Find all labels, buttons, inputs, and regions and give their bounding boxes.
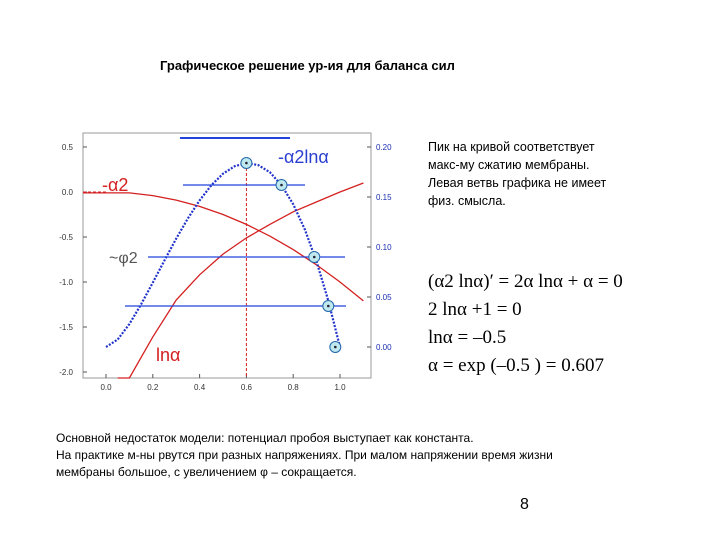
highlight-point-center (327, 305, 330, 308)
x-tick-label: 0.6 (240, 383, 252, 392)
label-ln: lnα (156, 345, 181, 365)
conclusion-line: Основной недостаток модели: потенциал пробоя выступает как константа. (56, 431, 474, 445)
highlight-point-center (334, 346, 337, 349)
left-y-tick-label: 0.5 (61, 143, 73, 152)
right-y-tick-label: 0.10 (376, 243, 392, 252)
x-tick-label: 0.2 (147, 383, 159, 392)
right-y-tick-label: 0.05 (376, 293, 392, 302)
equation-line: α = exp (–0.5 ) = 0.607 (428, 355, 604, 376)
left-y-tick-label: 0.0 (61, 188, 73, 197)
note-line: макс-му сжатию мембраны. (428, 158, 590, 172)
conclusion-line: На практике м-ны рвутся при разных напряжениях. При малом напряжении время жизни (56, 448, 553, 462)
x-tick-label: 0.0 (100, 383, 112, 392)
x-tick-label: 0.4 (194, 383, 206, 392)
x-tick-label: 0.8 (287, 383, 299, 392)
series-line (118, 183, 364, 378)
equation-line: lnα = –0.5 (428, 327, 507, 348)
highlight-point-center (313, 256, 316, 259)
note-line: Пик на кривой соответствует (428, 140, 595, 154)
x-tick-label: 1.0 (334, 383, 346, 392)
highlight-point-center (280, 184, 283, 187)
label-minus-alpha-sq-ln: -α2lnα (278, 147, 329, 167)
left-y-tick-label: -1.0 (59, 278, 73, 287)
label-minus-alpha-sq: -α2 (102, 175, 129, 195)
peak-note (428, 138, 688, 210)
equation-line: 2 lnα +1 = 0 (428, 299, 522, 320)
right-y-tick-label: 0.15 (376, 193, 392, 202)
note-line: физ. смысла. (428, 194, 506, 208)
note-line: Левая ветвь графика не имеет (428, 176, 607, 190)
left-y-tick-label: -1.5 (59, 323, 73, 332)
left-y-tick-label: -2.0 (59, 368, 73, 377)
left-y-tick-label: -0.5 (59, 233, 73, 242)
right-y-tick-label: 0.20 (376, 143, 392, 152)
conclusion-text (56, 430, 676, 481)
equations-block (428, 268, 623, 380)
slide-title: Графическое решение ур-ия для баланса сил (160, 58, 455, 73)
conclusion-line: мембраны большое, с увеличением φ – сокращается. (56, 465, 357, 479)
equation-line: (α2 lnα)′ = 2α lnα + α = 0 (428, 271, 623, 292)
series-line (106, 163, 340, 347)
label-phi-sq: ~φ2 (109, 250, 138, 267)
highlight-point-center (245, 162, 248, 165)
page-number: 8 (520, 496, 529, 513)
right-y-tick-label: 0.00 (376, 343, 392, 352)
series-line (83, 193, 363, 301)
